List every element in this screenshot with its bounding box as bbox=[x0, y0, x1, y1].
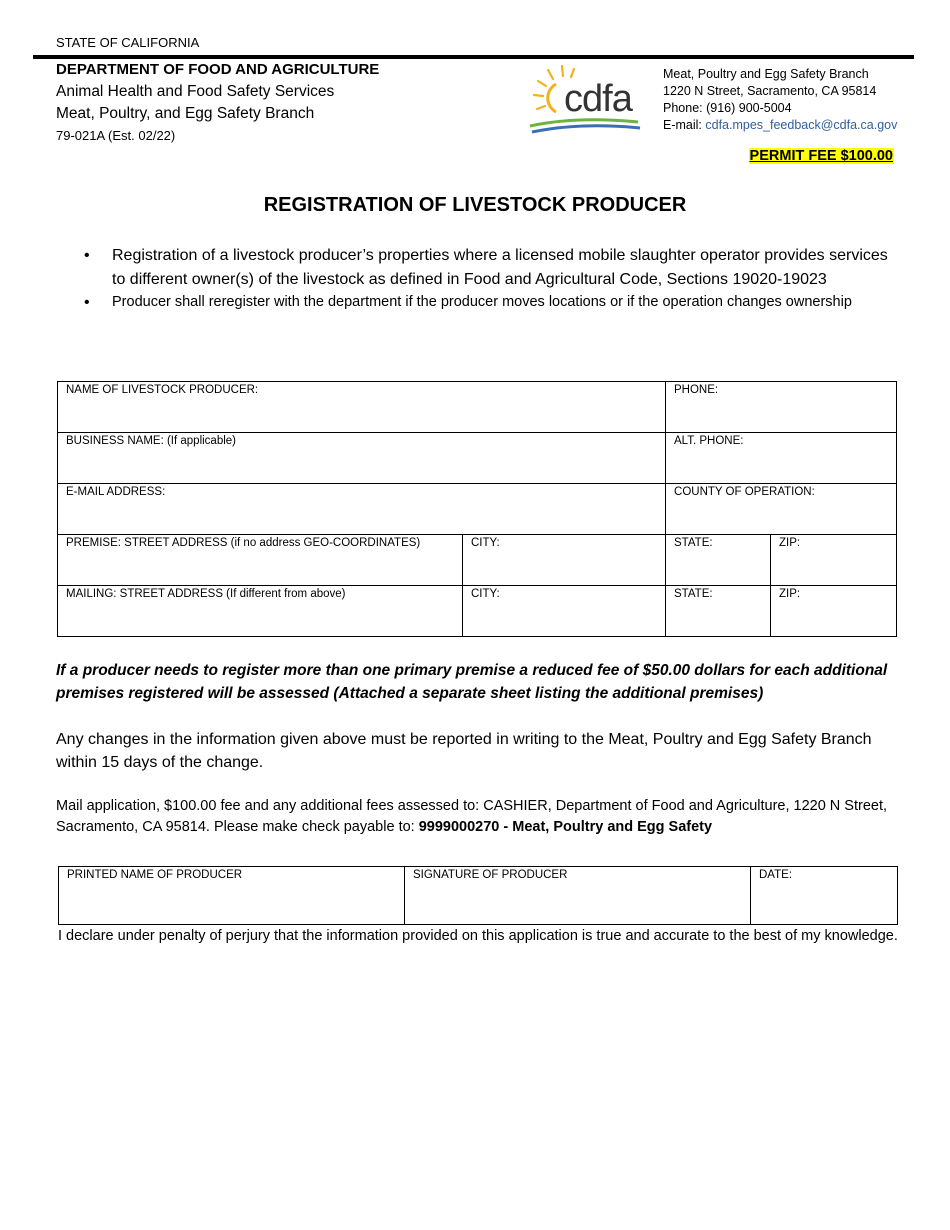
instruction-item: • Producer shall reregister with the department if the producer moves locations or if the operation changes ownership bbox=[84, 291, 890, 314]
signature-field[interactable]: SIGNATURE OF PRODUCER bbox=[405, 867, 751, 925]
permit-fee-badge: PERMIT FEE $100.00 bbox=[749, 148, 893, 164]
additional-premises-note: If a producer needs to register more than one primary premise a reduced fee of $50.00 dollars for each additional premises registered will be assessed (Attached a separate sheet listing the additional premises) bbox=[56, 662, 888, 702]
date-field[interactable]: DATE: bbox=[751, 867, 898, 925]
printed-name-field[interactable]: PRINTED NAME OF PRODUCER bbox=[59, 867, 405, 925]
phone-field[interactable]: PHONE: bbox=[666, 382, 897, 433]
instructions-list bbox=[84, 244, 890, 314]
state-name: STATE OF CALIFORNIA bbox=[56, 35, 200, 50]
mail-note-text: Mail application, $100.00 fee and any additional fees assessed to: CASHIER, Department of Food and Agriculture, 1220 N Street, Sacramento, CA 95814. Please make check payable to: bbox=[56, 798, 888, 835]
logo-blue-swoosh-icon bbox=[532, 126, 640, 132]
email-field[interactable]: E-MAIL ADDRESS: bbox=[58, 484, 666, 535]
signature-table bbox=[58, 866, 898, 925]
payable-to: 9999000270 - Meat, Poultry and Egg Safety bbox=[418, 819, 713, 835]
department-name: DEPARTMENT OF FOOD AND AGRICULTURE bbox=[56, 61, 380, 78]
contact-email-label: E-mail: bbox=[663, 118, 706, 132]
contact-email-link[interactable]: cdfa.mpes_feedback@cdfa.ca.gov bbox=[705, 118, 898, 132]
premise-state-field[interactable]: STATE: bbox=[666, 535, 771, 586]
division-name: Animal Health and Food Safety Services bbox=[56, 83, 335, 100]
branch-name: Meat, Poultry, and Egg Safety Branch bbox=[56, 105, 315, 122]
logo-text: cdfa bbox=[564, 78, 632, 120]
mailing-address-field[interactable]: MAILING: STREET ADDRESS (If different from above) bbox=[58, 586, 463, 637]
form-title: REGISTRATION OF LIVESTOCK PRODUCER bbox=[263, 194, 687, 216]
county-field[interactable]: COUNTY OF OPERATION: bbox=[666, 484, 897, 535]
premise-city-field[interactable]: CITY: bbox=[463, 535, 666, 586]
business-name-field[interactable]: BUSINESS NAME: (If applicable) bbox=[58, 433, 666, 484]
mailing-city-field[interactable]: CITY: bbox=[463, 586, 666, 637]
contact-email-line bbox=[663, 117, 897, 134]
premise-zip-field[interactable]: ZIP: bbox=[771, 535, 897, 586]
mailing-zip-field[interactable]: ZIP: bbox=[771, 586, 897, 637]
contact-address: 1220 N Street, Sacramento, CA 95814 bbox=[663, 84, 877, 98]
premise-address-field[interactable]: PREMISE: STREET ADDRESS (if no address GEO-COORDINATES) bbox=[58, 535, 463, 586]
header-rule bbox=[33, 55, 914, 59]
contact-phone: Phone: (916) 900-5004 bbox=[663, 101, 792, 115]
instruction-item: • Registration of a livestock producer’s properties where a licensed mobile slaughter operator provides services to different owner(s) of the livestock as defined in Food and Agricultural Code, Sections 19020-19023 bbox=[84, 244, 890, 291]
producer-info-table bbox=[57, 381, 897, 637]
contact-branch: Meat, Poultry and Egg Safety Branch bbox=[663, 67, 869, 81]
alt-phone-field[interactable]: ALT. PHONE: bbox=[666, 433, 897, 484]
cdfa-logo-icon bbox=[526, 62, 644, 140]
perjury-declaration: I declare under penalty of perjury that the information provided on this application is true and accurate to the best of my knowledge. bbox=[58, 928, 898, 944]
mailing-state-field[interactable]: STATE: bbox=[666, 586, 771, 637]
logo-sun-arc-icon bbox=[548, 84, 556, 112]
changes-note: Any changes in the information given above must be reported in writing to the Meat, Poultry and Egg Safety Branch within 15 days of the change. bbox=[56, 731, 872, 771]
producer-name-field[interactable]: NAME OF LIVESTOCK PRODUCER: bbox=[58, 382, 666, 433]
form-number: 79-021A (Est. 02/22) bbox=[56, 128, 176, 143]
mail-instructions bbox=[56, 796, 906, 838]
